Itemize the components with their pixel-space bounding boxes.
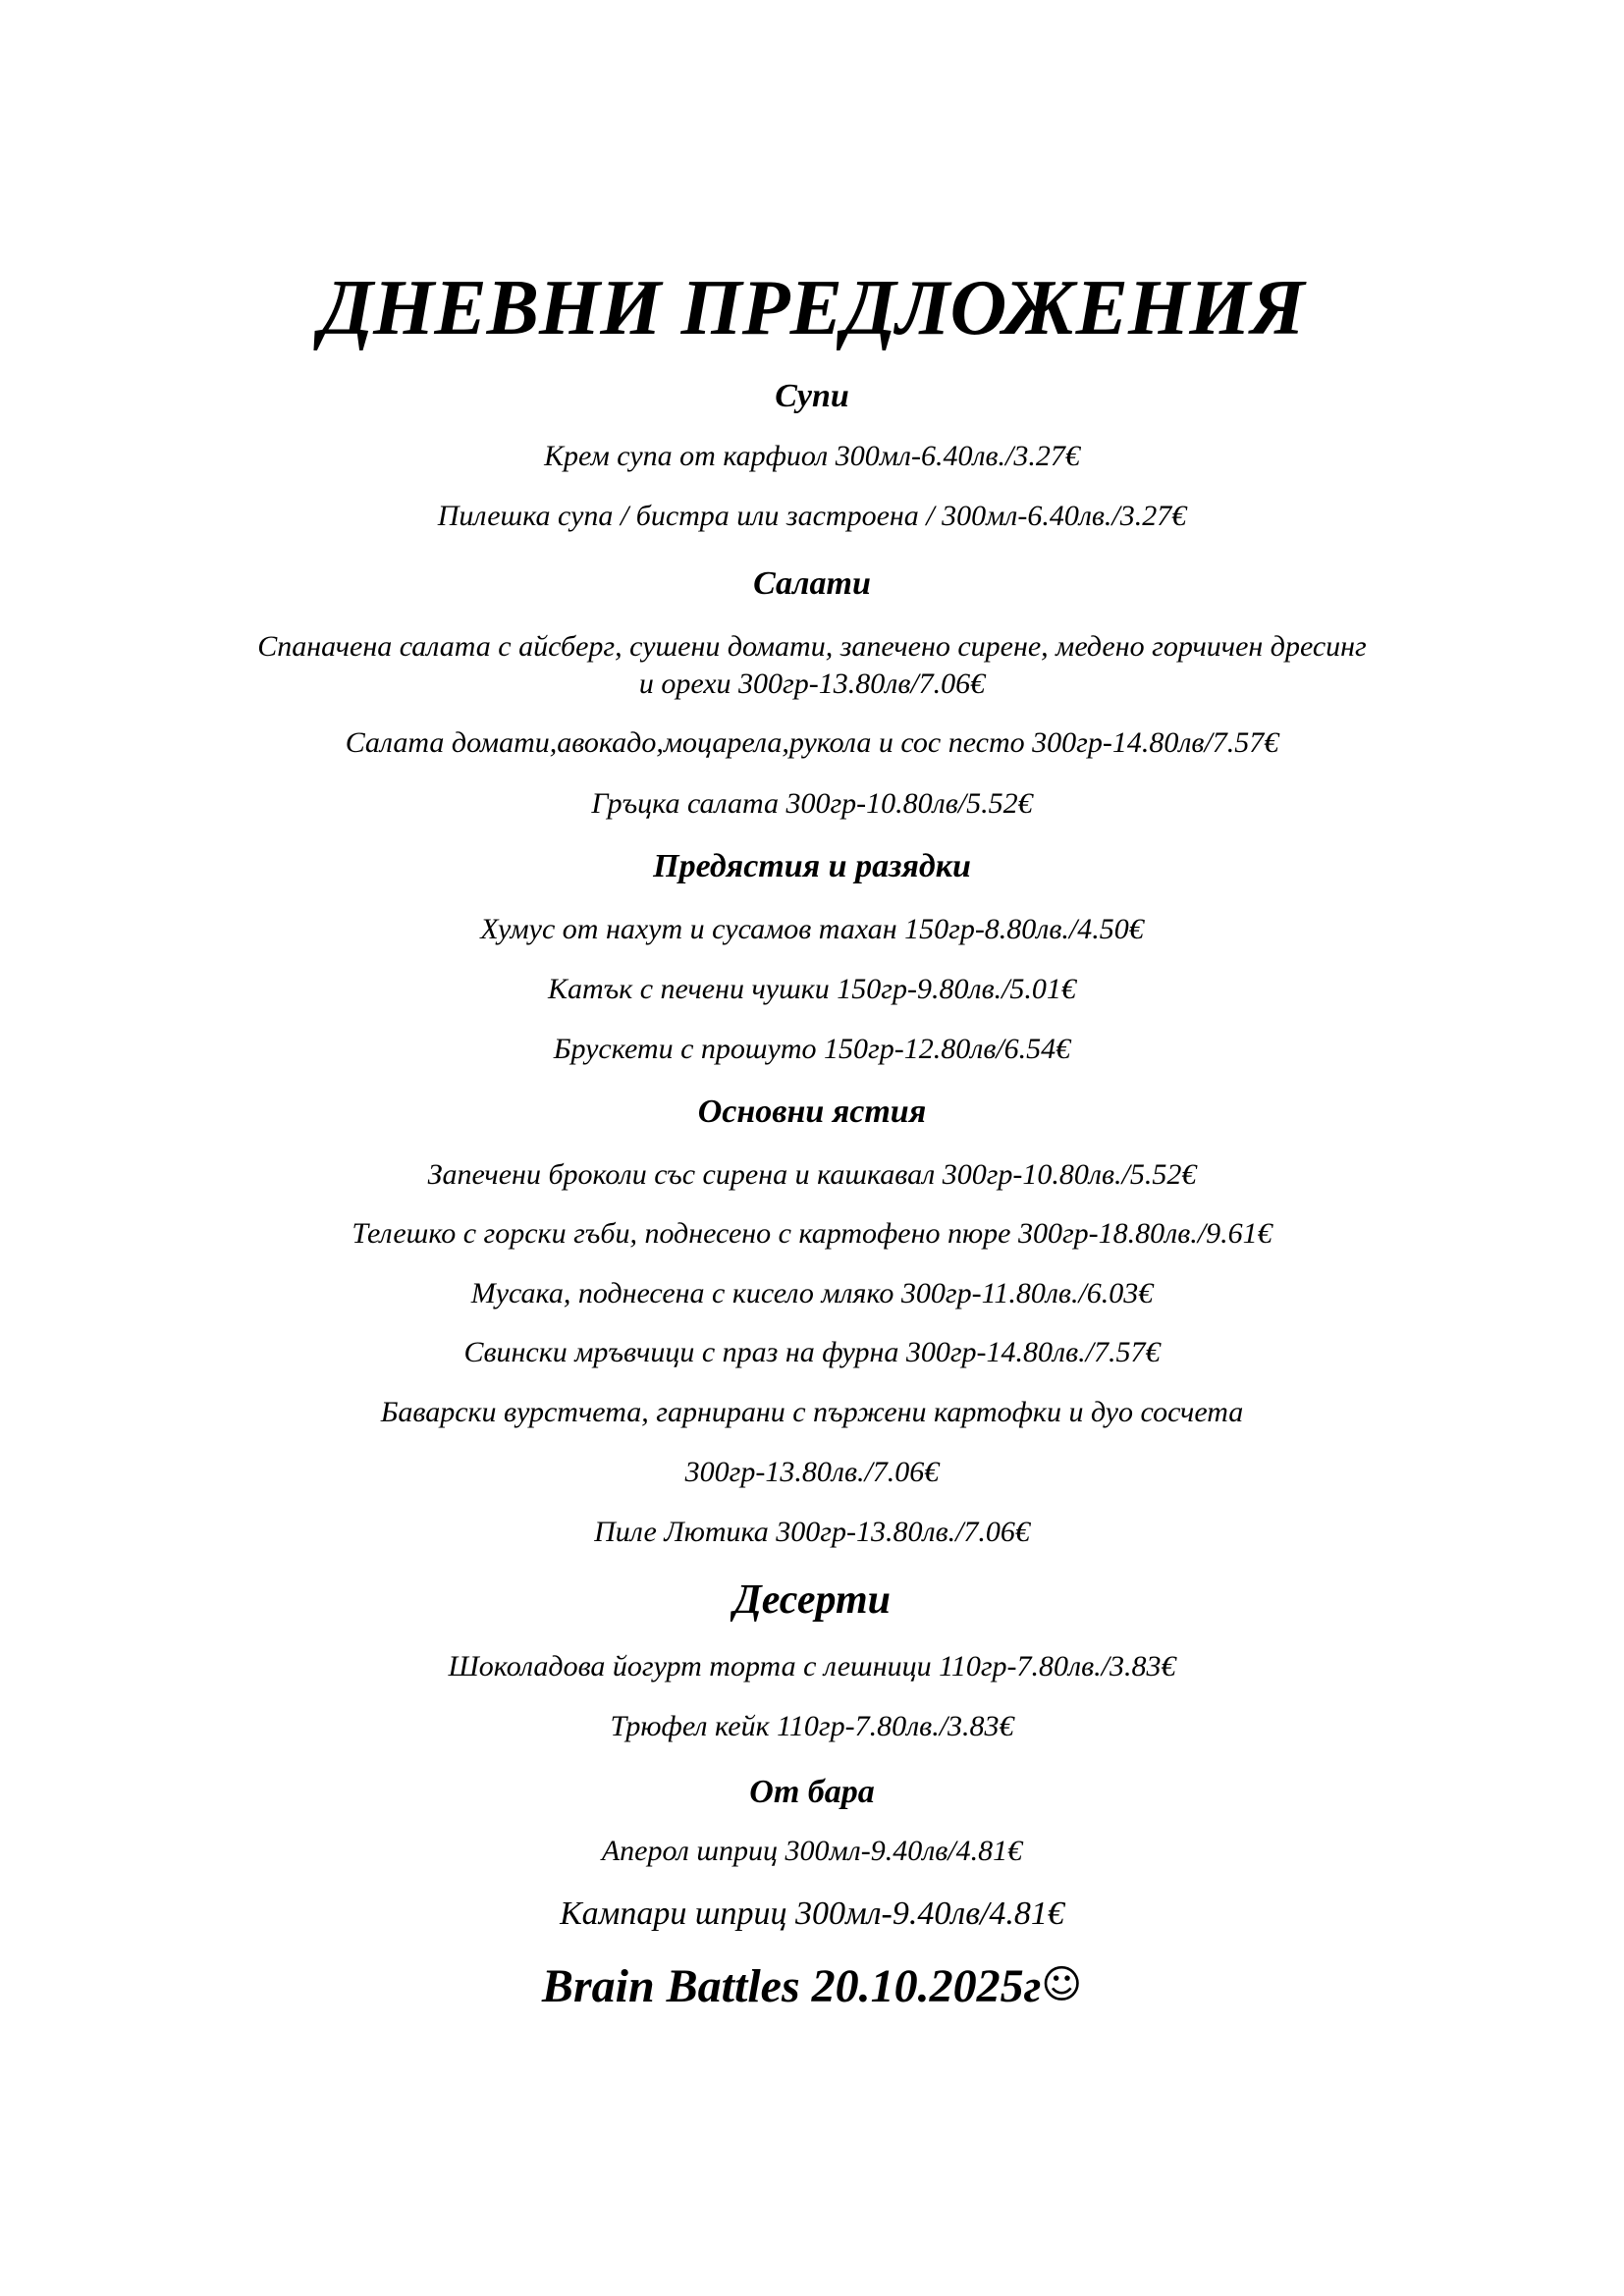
section-heading-desserts: Десерти xyxy=(733,1577,891,1623)
section-heading-main-courses: Основни ястия xyxy=(697,1094,927,1130)
section-heading-soups: Супи xyxy=(775,378,849,414)
menu-item: Баварски вурстчета, гарнирани с пържени картофки и дуо сосчета xyxy=(380,1396,1244,1428)
menu-item-continued: 300гр-13.80лв./7.06€ xyxy=(684,1456,940,1488)
menu-item: Запечени броколи със сирена и кашкавал 300гр-10.80лв./5.52€ xyxy=(427,1158,1197,1191)
menu-item: Крем супа от карфиол 300мл-6.40лв./3.27€ xyxy=(544,440,1080,472)
menu-item: Брускети с прошуто 150гр-12.80лв/6.54€ xyxy=(553,1033,1071,1065)
menu-item: Свински мръвчици с праз на фурна 300гр-14.80лв./7.57€ xyxy=(463,1336,1161,1368)
page-title: ДНЕВНИ ПРЕДЛОЖЕНИЯ xyxy=(319,265,1305,351)
menu-item: Кампари шприц 300мл-9.40лв/4.81€ xyxy=(560,1896,1064,1932)
menu-item-continued: и орехи 300гр-13.80лв/7.06€ xyxy=(638,667,986,700)
menu-item: Катък с печени чушки 150гр-9.80лв./5.01€ xyxy=(548,973,1076,1005)
event-footer-text: Brain Battles 20.10.2025г xyxy=(541,1960,1042,2012)
menu-item: Аперол шприц 300мл-9.40лв/4.81€ xyxy=(601,1835,1023,1867)
section-heading-starters: Предястия и разядки xyxy=(653,848,971,884)
section-heading-bar: От бара xyxy=(749,1774,875,1810)
event-footer xyxy=(0,1959,1624,2013)
smiley-icon: ☺ xyxy=(1041,1962,1083,2007)
section-heading-salads: Салати xyxy=(753,565,871,602)
menu-item: Пиле Лютика 300гр-13.80лв./7.06€ xyxy=(594,1516,1030,1548)
menu-item: Телешко с горски гъби, поднесено с картофено пюре 300гр-18.80лв./9.61€ xyxy=(352,1217,1272,1250)
menu-item: Мусака, поднесена с кисело мляко 300гр-11.80лв./6.03€ xyxy=(470,1277,1154,1309)
menu-item: Шоколадова йогурт торта с лешници 110гр-7.80лв./3.83€ xyxy=(448,1650,1176,1682)
menu-item: Гръцка салата 300гр-10.80лв/5.52€ xyxy=(591,787,1033,820)
menu-item: Трюфел кейк 110гр-7.80лв./3.83€ xyxy=(610,1710,1014,1742)
menu-item: Салата домати,авокадо,моцарела,рукола и сос песто 300гр-14.80лв/7.57€ xyxy=(345,726,1279,759)
menu-item: Пилешка супа / бистра или застроена / 300мл-6.40лв./3.27€ xyxy=(437,500,1187,532)
menu-item: Спаначена салата с айсберг, сушени домати, запечено сирене, медено горчичен дресинг xyxy=(257,630,1367,663)
menu-item: Хумус от нахут и сусамов тахан 150гр-8.80лв./4.50€ xyxy=(480,913,1144,945)
